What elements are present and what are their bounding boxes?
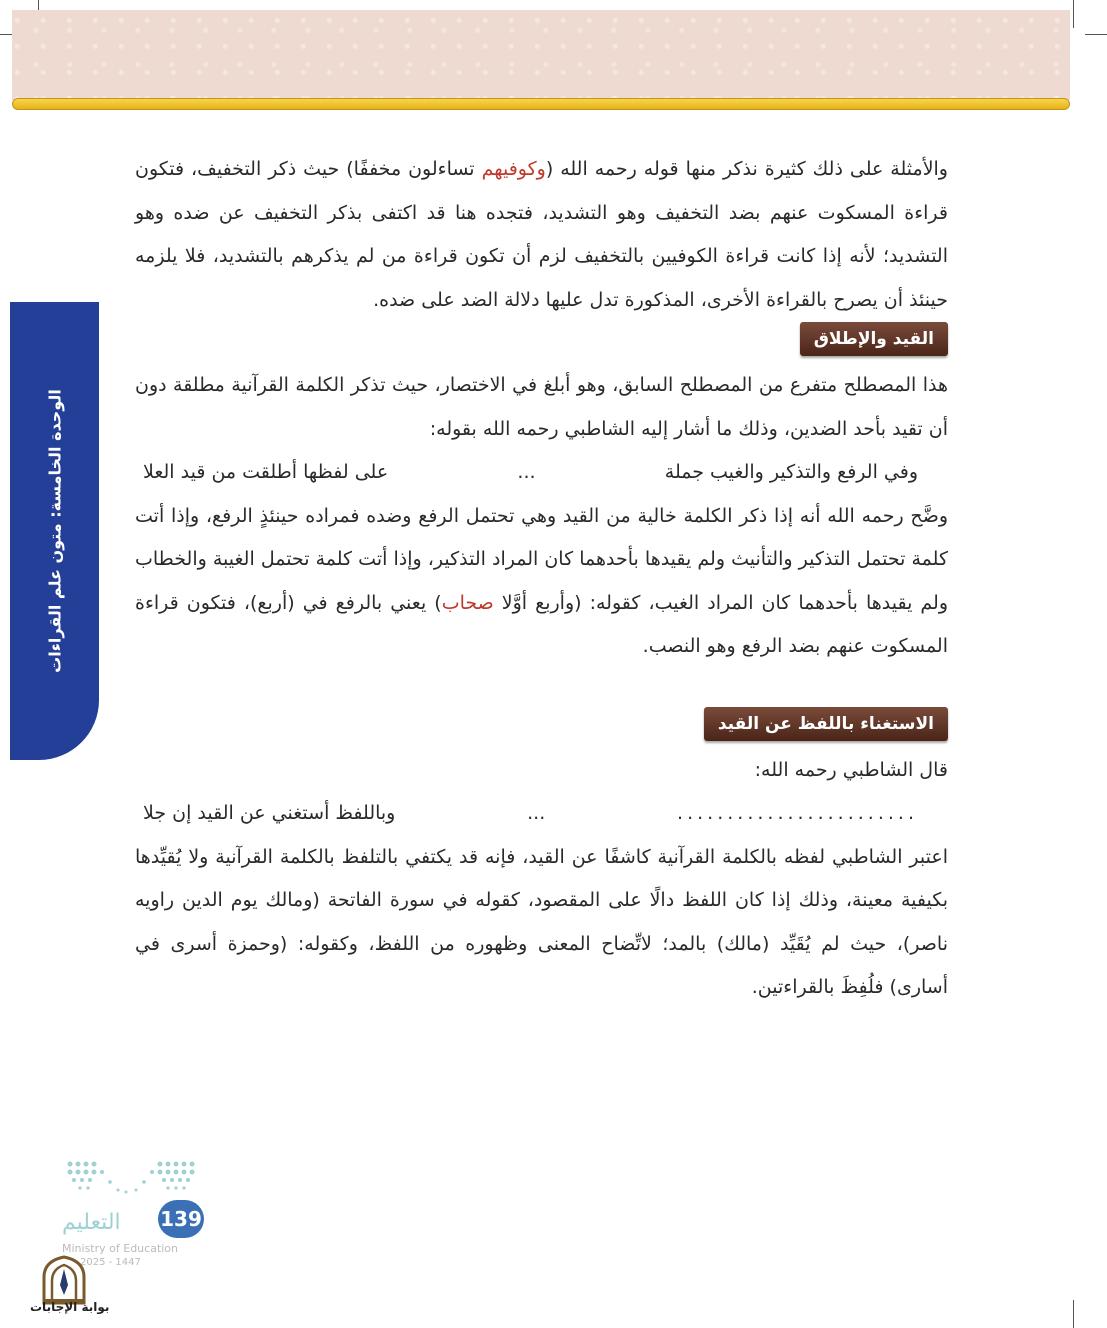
page-header-band — [12, 10, 1070, 100]
crop-mark — [1073, 1300, 1074, 1328]
section-heading: الاستغناء باللفظ عن القيد — [704, 707, 948, 741]
moe-english-name: Ministry of Education — [62, 1242, 179, 1255]
page-content — [135, 148, 948, 1010]
page-number-badge: 139 — [158, 1200, 204, 1238]
verse-second-half: على لفظها أطلقت من قيد العلا — [143, 461, 389, 483]
paragraph-quote-intro: قال الشاطبي رحمه الله: — [754, 758, 948, 781]
section-heading: القيد والإطلاق — [800, 322, 948, 356]
verse-separator: ... — [527, 802, 546, 824]
unit-side-tab — [10, 302, 99, 760]
mosque-logo-icon — [40, 1255, 88, 1305]
crop-mark — [1085, 34, 1107, 35]
unit-title: الوحدة الخامسة: متون علم القراءات — [45, 389, 64, 673]
header-stripe — [12, 98, 1070, 110]
highlight-word: صحاب — [441, 591, 494, 614]
highlight-word: وكوفيهم — [481, 158, 546, 180]
paragraph-pronunciation: اعتبر الشاطبي لفظه بالكلمة القرآنية كاشفًا عن القيد، فإنه قد يكتفي بالتلفظ بالكلمة القرآنية ولا يُقيِّدها بكيفية معينة، وذلك إذا كان اللفظ دالًا على المقصود، كقوله في سورة الفاتحة (ومالك يوم الدين راويه ناصر)، حيث لم يُقَيِّد (مالك) بالمد؛ لاتِّضاح المعنى وظهوره من اللفظ، وكقوله: (وحمزة أسرى في أسارى) فلُفِظَ بالقراءتين. — [135, 845, 948, 998]
moe-arabic-name: التعليم — [62, 1210, 121, 1235]
section-heading-wrap — [135, 322, 948, 364]
paragraph-definition: هذا المصطلح متفرع من المصطلح السابق، وهو أبلغ في الاختصار، حيث تذكر الكلمة القرآنية مطلقة دون أن تقيد بأحد الضدين، وذلك ما أشار إليه الشاطبي رحمه الله بقوله: — [135, 374, 948, 440]
verse-separator: ... — [517, 461, 536, 483]
verse-first-half: ........................ — [677, 802, 918, 824]
paragraph-examples: والأمثلة على ذلك كثيرة نذكر منها قوله رحمه الله (وكوفيهم تساءلون مخففًا) حيث ذكر التخفيف، فتكون قراءة المسكوت عنهم بضد التخفيف وهو التشديد، فتجده هنا قد اكتفى بذكر التخفيف عن ضده وهو التشديد؛ لأنه إذا كانت قراءة الكوفيين بالتخفيف لزم أن تكون قراءة من لم يذكرهم بالتشديد، فلا يلزمه حينئذ أن يصرح بالقراءة الأخرى، المذكورة تدل عليها دلالة الضد على ضده. — [135, 158, 948, 311]
verse-first-half: وفي الرفع والتذكير والغيب جملة — [664, 461, 918, 483]
moe-year: 2025 - 1447 — [80, 1257, 141, 1268]
crop-mark — [1073, 0, 1074, 28]
poem-verse — [135, 792, 948, 836]
section-heading-wrap — [135, 707, 948, 749]
site-name: بوابة الإجابات — [30, 1300, 110, 1314]
poem-verse — [135, 451, 948, 495]
paragraph-explanation: وضَّح رحمه الله أنه إذا ذكر الكلمة خالية من القيد وهي تحتمل الرفع وضده فمراده حينئذٍ الرفع، وإذا أتت كلمة تحتمل التذكير والتأنيث ولم يقيدها بأحدهما كان المراد التذكير، وإذا أتت كلمة تحتمل الغيبة والخطاب ولم يقيدها بأحدهما كان المراد الغيب، كقوله: (وأربع أوَّلا صحاب) يعني بالرفع في (أربع)، فتكون قراءة المسكوت عنهم بضد الرفع وهو النصب. — [135, 504, 949, 657]
verse-second-half: وباللفظ أستغني عن القيد إن جلا — [143, 802, 396, 824]
